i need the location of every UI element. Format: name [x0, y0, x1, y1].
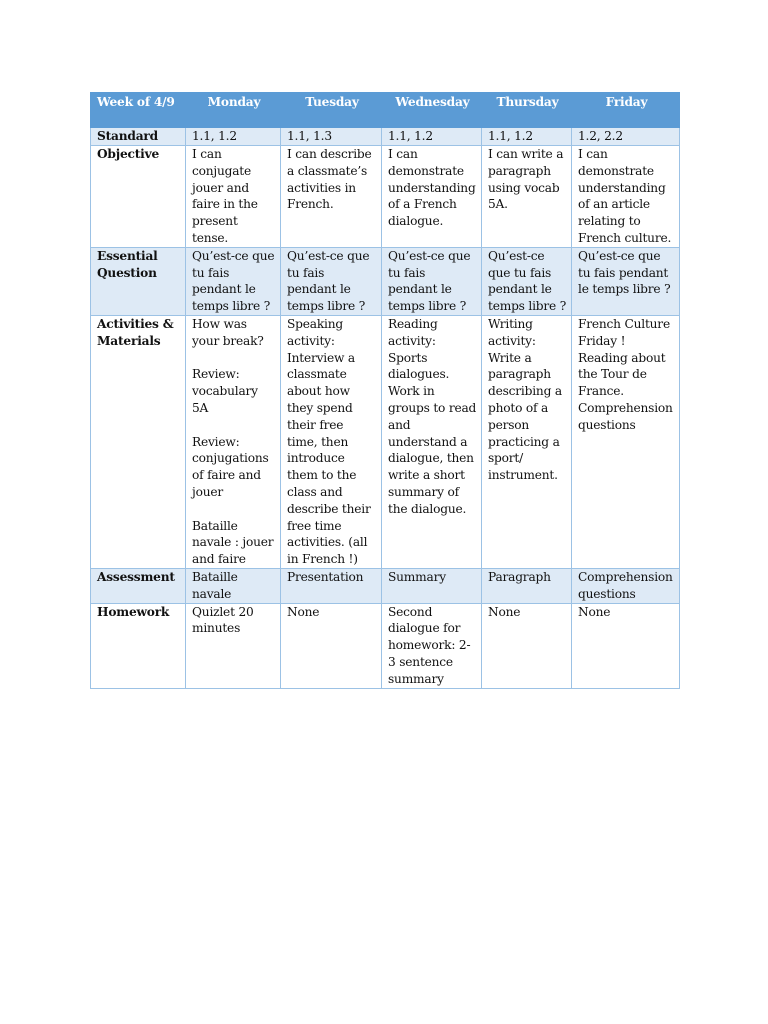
objective-tuesday: I can describe a classmate’s activities in French. [281, 146, 382, 248]
standard-wednesday: 1.1, 1.2 [382, 128, 482, 146]
standard-thursday: 1.1, 1.2 [482, 128, 572, 146]
row-label-essential-question: Essential Question [91, 247, 186, 315]
standard-monday: 1.1, 1.2 [186, 128, 281, 146]
standard-friday: 1.2, 2.2 [572, 128, 680, 146]
assessment-friday: Comprehension questions [572, 568, 680, 603]
activities-thursday: Writing activity: Write a paragraph describing a photo of a person practicing a sport/ instrument. [482, 315, 572, 568]
homework-wednesday: Second dialogue for homework: 2- 3 sentence summary [382, 603, 482, 688]
objective-friday: I can demonstrate understanding of an article relating to French culture. [572, 146, 680, 248]
essential-question-friday: Qu’est-ce que tu fais pendant le temps libre ? [572, 247, 680, 315]
table-row-homework [91, 603, 680, 688]
row-label-activities: Activities & Materials [91, 315, 186, 568]
weekly-lesson-plan-table [90, 92, 680, 689]
essential-question-tuesday: Qu’est-ce que tu fais pendant le temps libre ? [281, 247, 382, 315]
activities-friday: French Culture Friday ! Reading about the Tour de France. Comprehension questions [572, 315, 680, 568]
table-row-activities [91, 315, 680, 568]
assessment-tuesday: Presentation [281, 568, 382, 603]
activities-wednesday: Reading activity: Sports dialogues. Work in groups to read and understand a dialogue, then write a short summary of the dialogue. [382, 315, 482, 568]
day-header-monday: Monday [186, 93, 281, 128]
row-label-standard: Standard [91, 128, 186, 146]
activities-monday: How was your break? Review: vocabulary 5A Review: conjugations of faire and jouer Bataille navale : jouer and faire [186, 315, 281, 568]
homework-thursday: None [482, 603, 572, 688]
essential-question-thursday: Qu’est-ce que tu fais pendant le temps libre ? [482, 247, 572, 315]
objective-wednesday: I can demonstrate understanding of a French dialogue. [382, 146, 482, 248]
table-row-standard [91, 128, 680, 146]
day-header-thursday: Thursday [482, 93, 572, 128]
day-header-friday: Friday [572, 93, 680, 128]
homework-tuesday: None [281, 603, 382, 688]
header-row [91, 93, 680, 128]
table-row-essential-question [91, 247, 680, 315]
essential-question-monday: Qu’est-ce que tu fais pendant le temps libre ? [186, 247, 281, 315]
week-label: Week of 4/9 [91, 93, 186, 128]
row-label-homework: Homework [91, 603, 186, 688]
day-header-wednesday: Wednesday [382, 93, 482, 128]
objective-monday: I can conjugate jouer and faire in the present tense. [186, 146, 281, 248]
assessment-wednesday: Summary [382, 568, 482, 603]
essential-question-wednesday: Qu’est-ce que tu fais pendant le temps libre ? [382, 247, 482, 315]
table-row-assessment [91, 568, 680, 603]
lesson-plan-page [90, 92, 679, 689]
table-row-objective [91, 146, 680, 248]
assessment-thursday: Paragraph [482, 568, 572, 603]
assessment-monday: Bataille navale [186, 568, 281, 603]
standard-tuesday: 1.1, 1.3 [281, 128, 382, 146]
row-label-assessment: Assessment [91, 568, 186, 603]
row-label-objective: Objective [91, 146, 186, 248]
activities-tuesday: Speaking activity: Interview a classmate about how they spend their free time, then introduce them to the class and describe their free time activities. (all in French !) [281, 315, 382, 568]
objective-thursday: I can write a paragraph using vocab 5A. [482, 146, 572, 248]
homework-friday: None [572, 603, 680, 688]
homework-monday: Quizlet 20 minutes [186, 603, 281, 688]
day-header-tuesday: Tuesday [281, 93, 382, 128]
